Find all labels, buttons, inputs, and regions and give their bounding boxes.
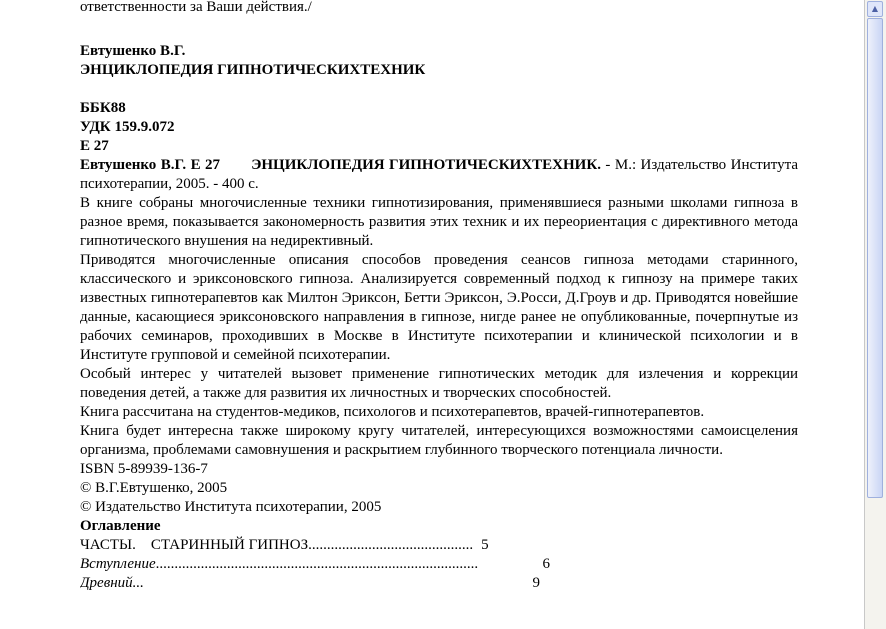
paragraph-2: Приводятся многочисленные описания способов проведения сеансов гипноза методами старинного, классического и эриксоновского гипноза. Анализируется современный подход к гипнозу на примере таких известных гипнотерапевтов как Милтон Эриксон, Бетти Эриксон, Э.Росси, Д.Гроув и др. Приводятся новейшие данные, касающиеся эриксоновского направления в гипнозе, нигде ранее не опубликованные, почерпнутые из рабочих семинаров, проходивших в Москве в Институте психотерапии и клинической психологии и в Институте групповой и семейной психотерапии. [80, 252, 798, 363]
copyright-author: © В.Г.Евтушенко, 2005 [80, 480, 228, 496]
toc-label: Вступление [80, 556, 156, 572]
toc-page: 5 [481, 537, 489, 553]
toc-page: 6 [542, 556, 550, 572]
toc-row[interactable] [80, 574, 540, 593]
biblio-rest: - М.: Издательство Института психотерапии, 2005. - 400 с. [80, 157, 798, 192]
scrollbar-thumb[interactable] [867, 18, 883, 498]
scroll-up-icon[interactable]: ▲ [867, 1, 883, 17]
toc-label: Древний... [80, 575, 144, 591]
bibliographic-entry [80, 156, 798, 194]
e27-code: Е 27 [80, 138, 109, 154]
paragraph-1: В книге собраны многочисленные техники гипнотизирования, применявшиеся разными школами гипноза в разное время, показывается закономерность развития этих техник и их переориентация с директивного метода гипнотического внушения на недирективный. [80, 195, 798, 249]
title-heading: ЭНЦИКЛОПЕДИЯ ГИПНОТИЧЕСКИХТЕХНИК [80, 62, 426, 78]
toc-label: ЧАСТЫ. СТАРИННЫЙ ГИПНОЗ [80, 537, 309, 553]
paragraph-5: Книга будет интересна также широкому кругу читателей, интересующихся возможностями самоисцеления организма, проблемами самовнушения и раскрытием глубинного творческого потенциала личности. [80, 423, 798, 458]
top-partial-text: ответственности за Ваши действия./ [80, 0, 312, 15]
toc-dots: ...................................................................................... [155, 556, 479, 572]
toc-dots: ............................................ [308, 537, 474, 553]
document-content [80, 0, 798, 593]
paragraph-3: Особый интерес у читателей вызовет применение гипнотических методик для излечения и коррекции поведения детей, а также для развития их личностных и творческих способностей. [80, 366, 798, 401]
cut-off-line [80, 0, 798, 17]
toc-row[interactable] [80, 555, 550, 574]
toc-heading: Оглавление [80, 518, 161, 534]
biblio-bold: Евтушенко В.Г. Е 27 ЭНЦИКЛОПЕДИЯ ГИПНОТИЧЕСКИХТЕХНИК. [80, 157, 601, 173]
isbn: ISBN 5-89939-136-7 [80, 461, 208, 477]
udk-code: УДК 159.9.072 [80, 119, 175, 135]
author-heading: Евтушенко В.Г. [80, 43, 186, 59]
copyright-publisher: © Издательство Института психотерапии, 2005 [80, 499, 382, 515]
vertical-scrollbar[interactable] [864, 0, 886, 629]
toc-page: 9 [532, 575, 540, 591]
bbk-code: ББК88 [80, 100, 126, 116]
toc-row[interactable] [80, 536, 550, 555]
paragraph-4: Книга рассчитана на студентов-медиков, психологов и психотерапевтов, врачей-гипнотерапевтов. [80, 404, 705, 420]
